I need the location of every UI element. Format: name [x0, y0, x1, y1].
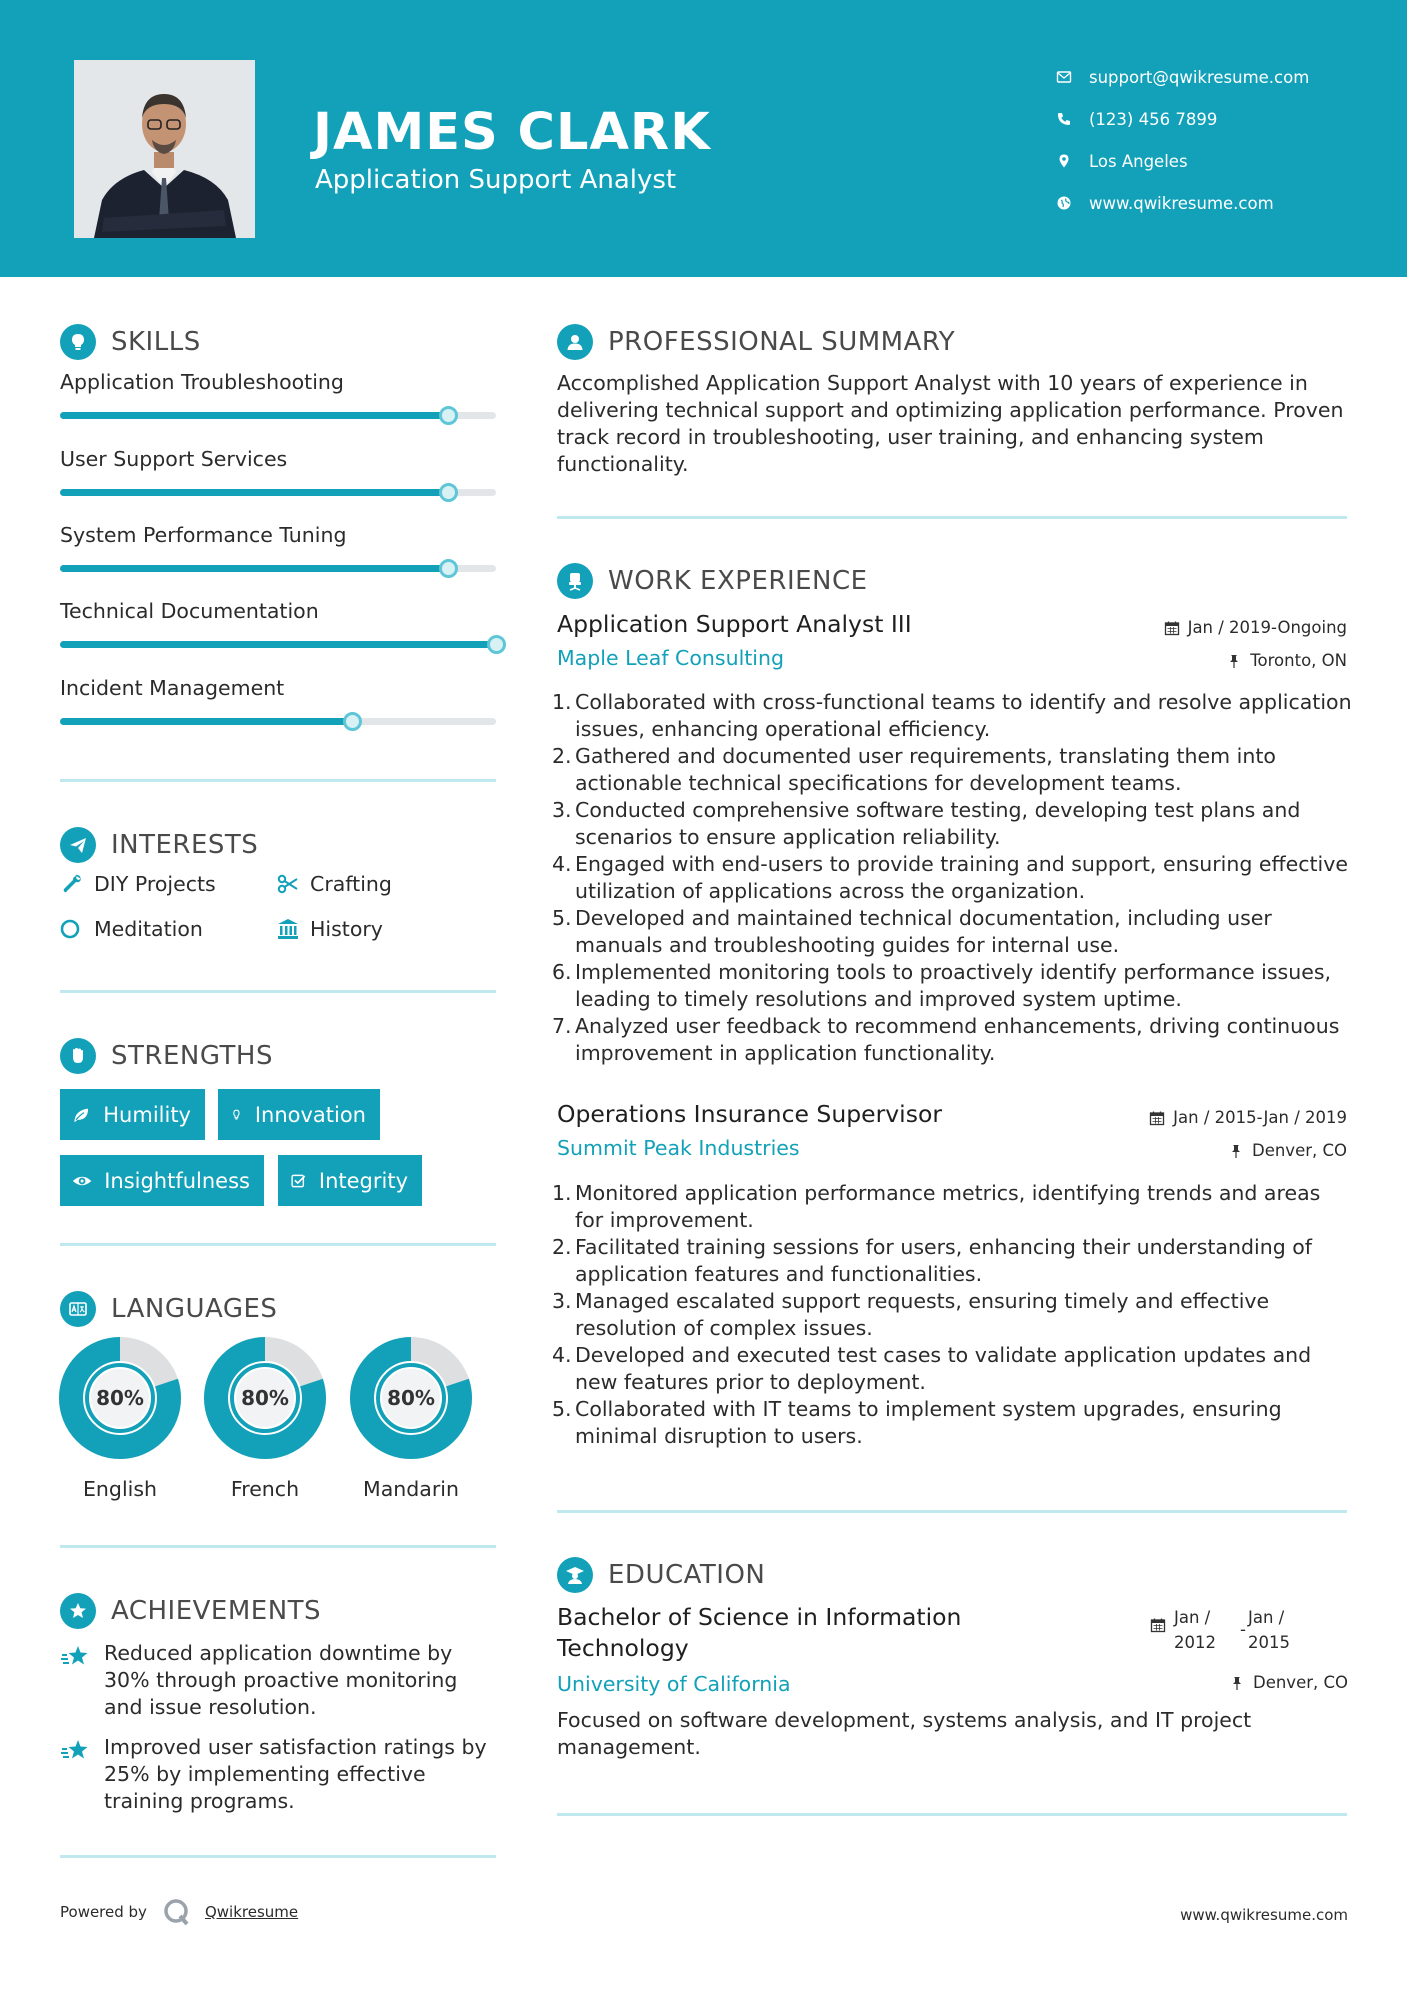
bullet-text: Collaborated with IT teams to implement system upgrades, ensuring minimal disruption to users.	[575, 1397, 1282, 1448]
education-entry	[557, 1602, 977, 1664]
scissors-icon	[276, 872, 300, 896]
eye-icon	[72, 1169, 92, 1193]
job-date-text: Jan / 2015-Jan / 2019	[1173, 1108, 1347, 1127]
office-chair-icon	[557, 563, 593, 599]
interests-title: INTERESTS	[111, 830, 259, 860]
summary-title: PROFESSIONAL SUMMARY	[608, 327, 956, 357]
bullet-number: 5.	[552, 1397, 572, 1421]
bullet-text: Monitored application performance metrics, identifying trends and areas for improvement.	[575, 1181, 1321, 1232]
interest-item	[276, 917, 383, 941]
bullet-number: 5.	[552, 906, 572, 930]
skill-bar	[60, 489, 496, 496]
bullet-number: 1.	[552, 1181, 572, 1205]
language-name: English	[82, 1477, 158, 1501]
job-location	[1228, 1141, 1347, 1160]
education-date-separator: -	[1240, 1620, 1246, 1639]
skill-name: Technical Documentation	[60, 599, 319, 623]
check-square-icon	[290, 1169, 307, 1193]
bullet-text: Analyzed user feedback to recommend enhancements, driving continuous improvement in application functionality.	[575, 1014, 1340, 1065]
calendar-icon	[1164, 620, 1180, 636]
globe-icon	[1055, 194, 1073, 212]
strength-label: Innovation	[254, 1102, 366, 1127]
education-school: University of California	[557, 1672, 791, 1696]
experience-title: WORK EXPERIENCE	[608, 566, 868, 596]
job-bullet	[552, 851, 1352, 905]
interest-item	[276, 872, 392, 896]
achievements-heading	[60, 1591, 321, 1631]
footer-website[interactable]: www.qwikresume.com	[1180, 1906, 1348, 1924]
skill-bar-fill	[60, 489, 448, 496]
job-bullet	[552, 1288, 1352, 1342]
job-date	[1164, 618, 1347, 637]
strength-label: Humility	[103, 1102, 191, 1127]
footer-powered-by	[60, 1896, 298, 1928]
strength-tag	[60, 1155, 264, 1206]
job-entry	[557, 608, 1347, 672]
language-donut	[204, 1337, 326, 1459]
skill-bar-fill	[60, 565, 448, 572]
skill-bar-knob	[439, 559, 458, 578]
section-divider	[60, 1243, 496, 1246]
skill-bar-knob	[343, 712, 362, 731]
pushpin-icon	[1228, 1143, 1244, 1159]
bullet-number: 7.	[552, 1014, 572, 1038]
section-divider	[557, 1813, 1347, 1816]
section-divider	[557, 1510, 1347, 1513]
contact-website-text: www.qwikresume.com	[1089, 193, 1274, 213]
qwikresume-logo-icon	[161, 1896, 193, 1928]
skill-name: Application Troubleshooting	[60, 370, 344, 394]
powered-by-text: Powered by	[60, 1903, 147, 1921]
profile-photo	[74, 60, 255, 238]
education-start-month: Jan /	[1174, 1608, 1211, 1627]
job-date	[1149, 1108, 1347, 1127]
user-icon	[557, 324, 593, 360]
skill-bar	[60, 718, 496, 725]
skill-bar-knob	[439, 483, 458, 502]
skill-name: System Performance Tuning	[60, 523, 347, 547]
education-location-text: Denver, CO	[1252, 1673, 1348, 1692]
language-icon	[60, 1291, 96, 1327]
language-percent: 80%	[96, 1386, 144, 1410]
pushpin-icon	[1226, 653, 1242, 669]
bullet-text: Implemented monitoring tools to proactively identify performance issues, leading to timely resolutions and improved system uptime.	[575, 960, 1332, 1011]
job-bullet	[552, 1180, 1352, 1234]
calendar-icon	[1149, 1110, 1165, 1126]
language-item	[204, 1337, 326, 1501]
job-bullet	[552, 905, 1352, 959]
skill-bar	[60, 412, 496, 419]
strength-tag	[218, 1089, 380, 1140]
language-percent: 80%	[387, 1386, 435, 1410]
contact-location	[1055, 140, 1309, 182]
summary-heading	[557, 322, 955, 362]
interest-label: DIY Projects	[94, 872, 216, 896]
leaf-icon	[72, 1103, 91, 1127]
lightbulb-icon	[60, 324, 96, 360]
strength-label: Integrity	[318, 1168, 408, 1193]
bullet-text: Collaborated with cross-functional teams to identify and resolve application issues, enhancing operational efficiency.	[575, 690, 1352, 741]
strengths-heading	[60, 1036, 273, 1076]
graduate-icon	[557, 1557, 593, 1593]
language-donut	[350, 1337, 472, 1459]
language-item	[350, 1337, 472, 1501]
education-location	[1229, 1673, 1348, 1692]
interest-item	[60, 872, 216, 896]
fist-icon	[60, 1038, 96, 1074]
lightbulb-icon	[230, 1103, 243, 1127]
interest-label: History	[310, 917, 383, 941]
job-company: Maple Leaf Consulting	[557, 646, 785, 670]
skill-bar	[60, 565, 496, 572]
education-description: Focused on software development, systems analysis, and IT project management.	[557, 1708, 1252, 1759]
interest-item	[60, 917, 203, 941]
shooting-star-icon	[60, 1738, 92, 1766]
skill-item	[60, 674, 496, 702]
language-item	[59, 1337, 181, 1501]
shooting-star-icon	[60, 1644, 92, 1672]
contact-phone-text: (123) 456 7899	[1089, 109, 1218, 129]
bullet-text: Facilitated training sessions for users, enhancing their understanding of application features and functionalities.	[575, 1235, 1312, 1286]
achievement-text: Improved user satisfaction ratings by 25% by implementing effective training programs.	[104, 1735, 487, 1813]
strength-tag	[60, 1089, 205, 1140]
star-badge-icon	[60, 1593, 96, 1629]
resume-header	[0, 0, 1407, 277]
job-title: Application Support Analyst III	[557, 610, 912, 638]
job-date-text: Jan / 2019-Ongoing	[1187, 618, 1347, 637]
envelope-icon	[1055, 68, 1073, 86]
section-divider	[60, 1855, 496, 1858]
job-location	[1226, 651, 1347, 670]
job-location-text: Denver, CO	[1251, 1141, 1347, 1160]
education-degree: Bachelor of Science in Information Technology	[557, 1603, 962, 1662]
skill-bar-fill	[60, 412, 448, 419]
skill-item	[60, 445, 496, 473]
bullet-number: 4.	[552, 1343, 572, 1367]
education-end-month: Jan /	[1248, 1608, 1285, 1627]
contact-email[interactable]	[1055, 56, 1309, 98]
candidate-name: JAMES CLARK	[313, 103, 711, 162]
interest-label: Crafting	[310, 872, 392, 896]
job-bullet-list	[552, 1180, 1352, 1450]
education-title: EDUCATION	[608, 1560, 766, 1590]
skill-bar-fill	[60, 641, 496, 648]
contact-location-text: Los Angeles	[1089, 151, 1188, 171]
section-divider	[60, 990, 496, 993]
bullet-text: Engaged with end-users to provide training and support, ensuring effective utilization of applications across the organization.	[575, 852, 1348, 903]
skill-name: Incident Management	[60, 676, 285, 700]
job-bullet	[552, 743, 1352, 797]
skill-bar-knob	[439, 406, 458, 425]
contact-list	[1055, 56, 1309, 224]
job-bullet	[552, 1013, 1352, 1067]
bullet-number: 4.	[552, 852, 572, 876]
job-entry	[557, 1098, 1347, 1162]
paper-plane-icon	[60, 827, 96, 863]
skill-bar-fill	[60, 718, 352, 725]
museum-icon	[276, 917, 300, 941]
profile-photo-image	[74, 60, 255, 238]
job-location-text: Toronto, ON	[1250, 651, 1347, 670]
summary-text: Accomplished Application Support Analyst with 10 years of experience in delivering technical support and optimizing application performance. Proven track record in troubleshooting, user training, and enhancing system functionality.	[557, 371, 1344, 476]
bullet-text: Developed and executed test cases to validate application updates and new features prior to deployment.	[575, 1343, 1312, 1394]
languages-title: LANGUAGES	[111, 1294, 278, 1324]
skill-bar	[60, 641, 496, 648]
brand-link[interactable]: Qwikresume	[204, 1903, 299, 1921]
language-donut	[59, 1337, 181, 1459]
achievement-item	[60, 1640, 500, 1721]
bullet-text: Managed escalated support requests, ensuring timely and effective resolution of complex issues.	[575, 1289, 1270, 1340]
section-divider	[60, 1545, 496, 1548]
skills-title: SKILLS	[111, 327, 201, 357]
education-heading	[557, 1555, 765, 1595]
job-bullet-list	[552, 689, 1352, 1067]
calendar-icon	[1150, 1617, 1166, 1633]
language-name: Mandarin	[363, 1477, 459, 1501]
bullet-number: 3.	[552, 1289, 572, 1313]
contact-phone[interactable]	[1055, 98, 1309, 140]
map-pin-icon	[1055, 152, 1073, 170]
section-divider	[60, 779, 496, 782]
language-name: French	[230, 1477, 300, 1501]
achievement-text: Reduced application downtime by 30% through proactive monitoring and issue resolution.	[104, 1641, 458, 1719]
phone-icon	[1055, 110, 1073, 128]
skill-name: User Support Services	[60, 447, 288, 471]
strength-label: Insightfulness	[104, 1168, 250, 1193]
section-divider	[557, 516, 1347, 519]
education-start-date	[1174, 1605, 1240, 1655]
strengths-title: STRENGTHS	[111, 1041, 273, 1071]
experience-heading	[557, 561, 868, 601]
bullet-text: Developed and maintained technical documentation, including user manuals and troubleshooting guides for internal use.	[575, 906, 1272, 957]
achievements-title: ACHIEVEMENTS	[111, 1596, 322, 1626]
job-bullet	[552, 1234, 1352, 1288]
skill-item	[60, 368, 496, 396]
bullet-text: Gathered and documented user requirements, translating them into actionable technical specifications for development teams.	[575, 744, 1276, 795]
wrench-icon	[60, 872, 84, 896]
job-bullet	[552, 689, 1352, 743]
skill-bar-knob	[487, 635, 506, 654]
skill-item	[60, 521, 496, 549]
interest-label: Meditation	[94, 917, 203, 941]
pushpin-icon	[1229, 1675, 1245, 1691]
achievement-item	[60, 1734, 500, 1815]
contact-website[interactable]	[1055, 182, 1309, 224]
candidate-title: Application Support Analyst	[315, 165, 677, 195]
bullet-number: 2.	[552, 1235, 572, 1259]
job-bullet	[552, 1342, 1352, 1396]
job-bullet	[552, 797, 1352, 851]
skill-item	[60, 597, 496, 625]
bullet-number: 6.	[552, 960, 572, 984]
education-end-date	[1248, 1605, 1290, 1655]
education-date	[1150, 1605, 1290, 1655]
languages-heading	[60, 1289, 277, 1329]
job-company: Summit Peak Industries	[557, 1136, 800, 1160]
interests-heading	[60, 825, 258, 865]
skills-heading	[60, 322, 201, 362]
job-title: Operations Insurance Supervisor	[557, 1100, 942, 1128]
bullet-number: 3.	[552, 798, 572, 822]
language-percent: 80%	[241, 1386, 289, 1410]
circle-icon	[60, 917, 84, 941]
strength-tag	[278, 1155, 422, 1206]
bullet-number: 2.	[552, 744, 572, 768]
education-start-year: 2012	[1174, 1633, 1216, 1652]
contact-email-text: support@qwikresume.com	[1089, 67, 1310, 87]
job-bullet	[552, 1396, 1352, 1450]
education-end-year: 2015	[1248, 1633, 1290, 1652]
bullet-number: 1.	[552, 690, 572, 714]
bullet-text: Conducted comprehensive software testing, developing test plans and scenarios to ensure application reliability.	[575, 798, 1301, 849]
job-bullet	[552, 959, 1352, 1013]
